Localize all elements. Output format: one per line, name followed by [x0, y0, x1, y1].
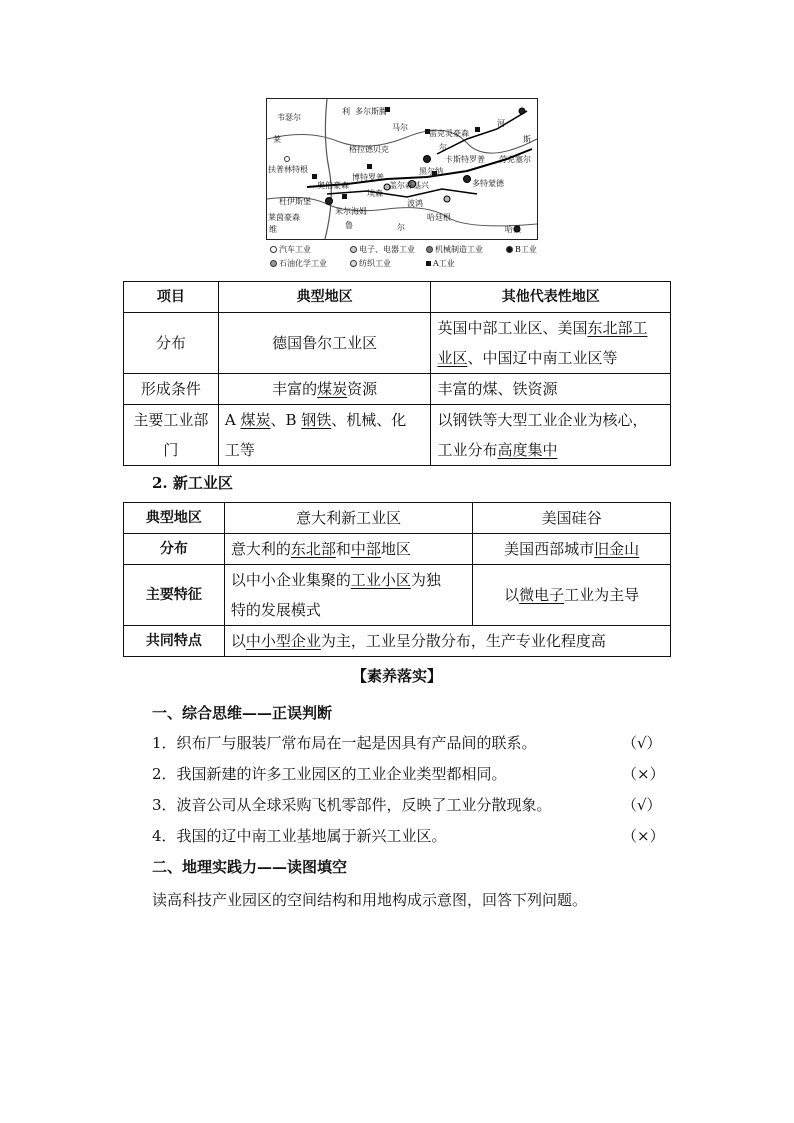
circle-icon [426, 246, 433, 253]
answer-text: 中部 [350, 540, 381, 558]
answer-mark-3: （√） [622, 796, 662, 814]
lippe-river [267, 130, 537, 153]
header-cell: 意大利新工业区 [224, 503, 473, 534]
map-label: 马尔 [392, 123, 408, 132]
text: 主要工业部 [133, 411, 209, 429]
answer-text: 微电子 [519, 586, 565, 604]
header-cell: 项目 [124, 282, 219, 313]
legend-label: A工业 [433, 259, 455, 268]
text: 为独 [410, 571, 441, 589]
circle-icon [270, 260, 277, 267]
marker [464, 176, 471, 183]
text: 资源 [347, 380, 378, 398]
circle-icon [506, 246, 513, 253]
table-row [124, 626, 671, 657]
text: 、B [270, 411, 302, 429]
railway [327, 189, 477, 197]
section-heading: 2. 新工业区 [152, 474, 233, 492]
text: 特的发展模式 [230, 601, 321, 619]
legend-label: 电子、电器工业 [359, 245, 415, 254]
cell [224, 626, 670, 657]
answer-text: 煤炭 [317, 380, 348, 398]
row-label: 形成条件 [124, 374, 219, 405]
map-label: 哈根 [505, 225, 521, 234]
text: 和 [335, 540, 351, 558]
square-icon [426, 261, 431, 266]
text: 、机械、化 [331, 411, 407, 429]
answer-text: 钢铁 [301, 411, 332, 429]
map-label: 多尔斯腾 [355, 107, 387, 116]
circle-icon [350, 246, 357, 253]
row-label: 分布 [124, 534, 225, 565]
text: 以 [230, 632, 246, 650]
marker [285, 157, 290, 162]
map-label: 波鸿 [407, 199, 423, 208]
part2-text: 读高科技产业园区的空间结构和用地构成示意图，回答下列问题。 [152, 891, 588, 909]
answer-text: 高度集中 [497, 441, 558, 459]
answer-text: 工业小区 [350, 571, 411, 589]
table-row [124, 313, 671, 374]
cell [224, 565, 473, 626]
map-label: 格拉德贝克 [349, 145, 389, 154]
marker [424, 156, 431, 163]
cell [431, 405, 671, 466]
header-cell: 其他代表性地区 [431, 282, 671, 313]
legend-a [426, 258, 455, 269]
header-cell: 典型地区 [124, 503, 225, 534]
map-label: 河 [497, 119, 505, 128]
text: A [224, 411, 241, 429]
map-label: 斯 [523, 135, 531, 144]
marker [367, 164, 372, 169]
question-3: 3．波音公司从全球采购飞机零部件，反映了工业分散现象。 [152, 796, 552, 814]
map-label: 扶普林特根 [268, 165, 308, 174]
part2-title: 二、地理实践力——读图填空 [152, 858, 348, 876]
legend-electronics [350, 244, 415, 255]
legend-textile [350, 258, 391, 269]
cell [473, 534, 671, 565]
map-label: 雷克灵豪森 [429, 129, 469, 138]
answer-text: 煤炭 [240, 411, 271, 429]
map-label: 哈廷根 [427, 213, 451, 222]
map-label: 米尔海姆 [335, 207, 367, 216]
legend-auto [270, 244, 311, 255]
text: 工等 [224, 441, 255, 459]
answer-text: 中小型企业 [245, 632, 321, 650]
text: 工业分布 [437, 441, 498, 459]
legend-label: 纺织工业 [359, 259, 391, 268]
text: 为主，工业呈分散分布，生产专业化程度高 [320, 632, 606, 650]
table-row [124, 565, 671, 626]
legend-machinery [426, 244, 483, 255]
answer-mark-2: （×） [622, 765, 665, 783]
cell: 丰富的煤、铁资源 [431, 374, 671, 405]
traditional-industry-table [123, 281, 671, 466]
map-label: 博特罗普 [352, 173, 384, 182]
marker [342, 194, 347, 199]
question-4: 4．我国的辽中南工业基地属于新兴工业区。 [152, 827, 447, 845]
marker [312, 174, 317, 179]
ruhr-map [266, 98, 538, 240]
map-label: 杜伊斯堡 [279, 197, 311, 206]
legend-label: 机械制造工业 [435, 245, 483, 254]
row-label: 分布 [124, 313, 219, 374]
marker [444, 196, 450, 202]
row-label [124, 405, 219, 466]
table-header-row [124, 282, 671, 313]
map-label: 奥伯豪森 [317, 181, 349, 190]
circle-icon [270, 246, 277, 253]
cell [473, 565, 671, 626]
text: 丰富的 [272, 380, 318, 398]
map-label: 黑尔纳 [419, 167, 443, 176]
row-label: 共同特点 [124, 626, 225, 657]
text: 地区 [380, 540, 411, 558]
legend-petro [270, 258, 327, 269]
map-label: 尔 [397, 223, 405, 232]
map-label: 卡斯特罗普 [445, 155, 485, 164]
part1-title: 一、综合思维——正误判断 [152, 704, 333, 722]
map-label: 鲁 [345, 221, 353, 230]
circle-icon [350, 260, 357, 267]
text: 美国西部城市 [504, 540, 595, 558]
table-row [124, 534, 671, 565]
map-label: 盖尔森基兴 [389, 181, 429, 190]
text: 、中国辽中南工业区等 [467, 349, 618, 367]
header-cell: 美国硅谷 [473, 503, 671, 534]
legend-label: B工业 [515, 245, 537, 254]
table-row [124, 374, 671, 405]
question-2: 2．我国新建的许多工业园区的工业企业类型都相同。 [152, 765, 507, 783]
map-label: 利 [342, 107, 350, 116]
legend-label: 石油化学工业 [279, 259, 327, 268]
rhine-river [325, 99, 331, 239]
new-industry-table [123, 502, 671, 657]
answer-mark-1: （√） [622, 734, 662, 752]
map-label: 维 [269, 225, 277, 234]
text: 工业为主导 [564, 586, 640, 604]
cell [218, 374, 431, 405]
question-1: 1．织布厂与服装厂常布局在一起是因具有产品间的联系。 [152, 734, 537, 752]
cell: 德国鲁尔工业区 [218, 313, 431, 374]
answer-text: 旧金山 [594, 540, 640, 558]
table-row [124, 405, 671, 466]
map-label: 韦瑟尔 [277, 113, 301, 122]
map-label: 埃森 [367, 189, 383, 198]
row-label: 主要特征 [124, 565, 225, 626]
text: 英国中部工业区、美国 [437, 319, 588, 337]
header-cell: 典型地区 [218, 282, 431, 313]
answer-text: 东北部工 [587, 319, 648, 337]
map-label: 多特蒙德 [472, 179, 504, 188]
legend-label: 汽车工业 [279, 245, 311, 254]
text: 意大利的 [230, 540, 291, 558]
text: 以钢铁等大型工业企业为核心， [437, 411, 648, 429]
map-label: 尔 [439, 143, 447, 152]
marker [519, 108, 525, 114]
table-header-row [124, 503, 671, 534]
cell [218, 405, 431, 466]
map-label: 劳克塞尔 [499, 155, 531, 164]
section-banner: 【素养落实】 [352, 667, 443, 685]
text: 以 [504, 586, 520, 604]
cell [431, 313, 671, 374]
answer-mark-4: （×） [622, 827, 665, 845]
map-label: 莱茵豪森 [268, 213, 300, 222]
legend-b [506, 244, 537, 255]
marker [475, 127, 480, 132]
answer-text: 东北部 [290, 540, 336, 558]
cell [224, 534, 473, 565]
text: 以中小企业集聚的 [230, 571, 351, 589]
answer-text: 业区 [437, 349, 468, 367]
marker [326, 198, 333, 205]
map-label: 莱 [273, 135, 281, 144]
text: 门 [163, 441, 179, 459]
